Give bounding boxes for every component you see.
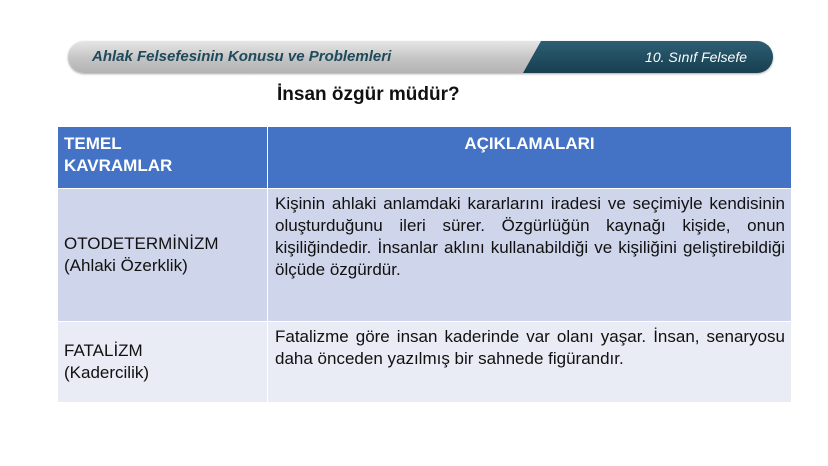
term-cell — [58, 189, 268, 322]
term-name: OTODETERMİNİZM — [64, 234, 219, 253]
table-row — [58, 322, 792, 403]
header-title: Ahlak Felsefesinin Konusu ve Problemleri — [92, 48, 392, 65]
header-cell-concepts — [58, 127, 268, 189]
header-concepts-line2: KAVRAMLAR — [64, 156, 173, 175]
term-alias: (Kadercilik) — [64, 363, 150, 382]
header-banner — [68, 41, 773, 73]
term-name: FATALİZM — [64, 341, 143, 360]
table-header-row — [58, 127, 792, 189]
header-cell-descriptions: AÇIKLAMALARI — [268, 127, 792, 189]
header-concepts-line1: TEMEL — [64, 134, 122, 153]
description-cell: Fatalizme göre insan kaderinde var olanı yaşar. İnsan, senaryosu daha önceden yazılmış bir sahnede figürandır. — [268, 322, 792, 403]
concepts-table — [57, 126, 792, 403]
description-cell: Kişinin ahlaki anlamdaki kararlarını iradesi ve seçimiyle kendisinin oluşturduğunu ileri sürer. Özgürlüğün kaynağı kişide, onun kişiliğindedir. İnsanlar aklını kullanabildiği ve kişiliğini geliştirebildiği ölçüde özgürdür. — [268, 189, 792, 322]
term-cell — [58, 322, 268, 403]
header-subject: 10. Sınıf Felsefe — [645, 49, 747, 65]
table-row — [58, 189, 792, 322]
term-alias: (Ahlaki Özerklik) — [64, 256, 188, 275]
page-question: İnsan özgür müdür? — [277, 84, 460, 105]
